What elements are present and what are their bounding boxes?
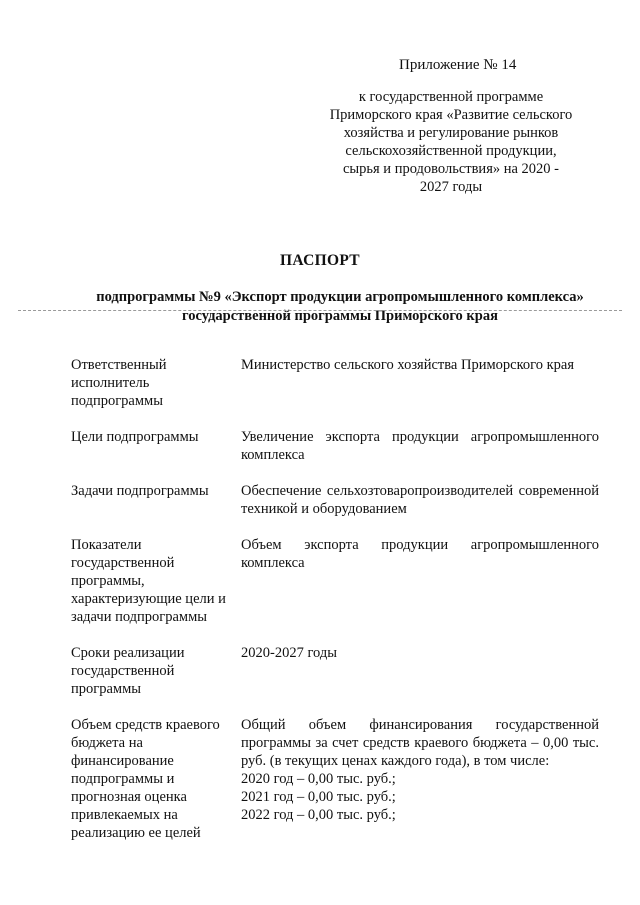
passport-value — [241, 716, 599, 842]
funding-year-line: 2021 год – 0,00 тыс. руб.; — [241, 789, 396, 805]
appendix-reference-line: сельскохозяйственной продукции, — [345, 143, 557, 159]
appendix-reference — [322, 88, 580, 196]
passport-row-responsible — [71, 356, 599, 410]
passport-value: Объем экспорта продукции агропромышленного комплекса — [241, 537, 599, 571]
passport-table — [71, 356, 599, 860]
document-title: ПАСПОРТ — [280, 252, 360, 269]
passport-label: Цели подпрограммы — [71, 429, 199, 445]
passport-value: Увеличение экспорта продукции агропромышленного комплекса — [241, 429, 599, 463]
passport-label: Показатели государственной программы, характеризующие цели и задачи подпрограммы — [71, 537, 226, 625]
passport-value: Министерство сельского хозяйства Приморского края — [241, 357, 574, 373]
passport-label: Сроки реализации государственной программы — [71, 645, 185, 697]
passport-label: Ответственный исполнитель подпрограммы — [71, 357, 167, 409]
appendix-reference-line: хозяйства и регулирование рынков — [343, 125, 559, 141]
passport-row-tasks — [71, 482, 599, 518]
appendix-number: Приложение № 14 — [399, 57, 517, 73]
passport-value: Обеспечение сельхозтоваропроизводителей современной техникой и оборудованием — [241, 483, 599, 517]
funding-year-line: 2020 год – 0,00 тыс. руб.; — [241, 771, 396, 787]
funding-year-line: 2022 год – 0,00 тыс. руб.; — [241, 807, 396, 823]
passport-row-indicators — [71, 536, 599, 626]
passport-value: 2020-2027 годы — [241, 645, 337, 661]
appendix-reference-line: сырья и продовольствия» на 2020 - — [342, 161, 560, 177]
page-fold-line — [18, 310, 622, 311]
document-subtitle — [60, 288, 620, 326]
passport-row-funding — [71, 716, 599, 842]
passport-label: Объем средств краевого бюджета на финансирование подпрограммы и прогнозная оценка привлекаемых на реализацию ее целей — [71, 717, 220, 841]
appendix-reference-line: Приморского края «Развитие сельского — [329, 107, 573, 123]
appendix-reference-line: 2027 годы — [419, 179, 483, 195]
subtitle-line: государственной программы Приморского края — [182, 308, 498, 324]
subtitle-line: подпрограммы №9 «Экспорт продукции агропромышленного комплекса» — [96, 289, 584, 305]
funding-summary: Общий объем финансирования государственной программы за счет средств краевого бюджета – 0,00 тыс. руб. (в текущих ценах каждого года), в том числе: — [241, 717, 599, 769]
passport-row-goals — [71, 428, 599, 464]
appendix-reference-line: к государственной программе — [358, 89, 544, 105]
passport-row-timeline — [71, 644, 599, 698]
passport-label: Задачи подпрограммы — [71, 483, 209, 499]
